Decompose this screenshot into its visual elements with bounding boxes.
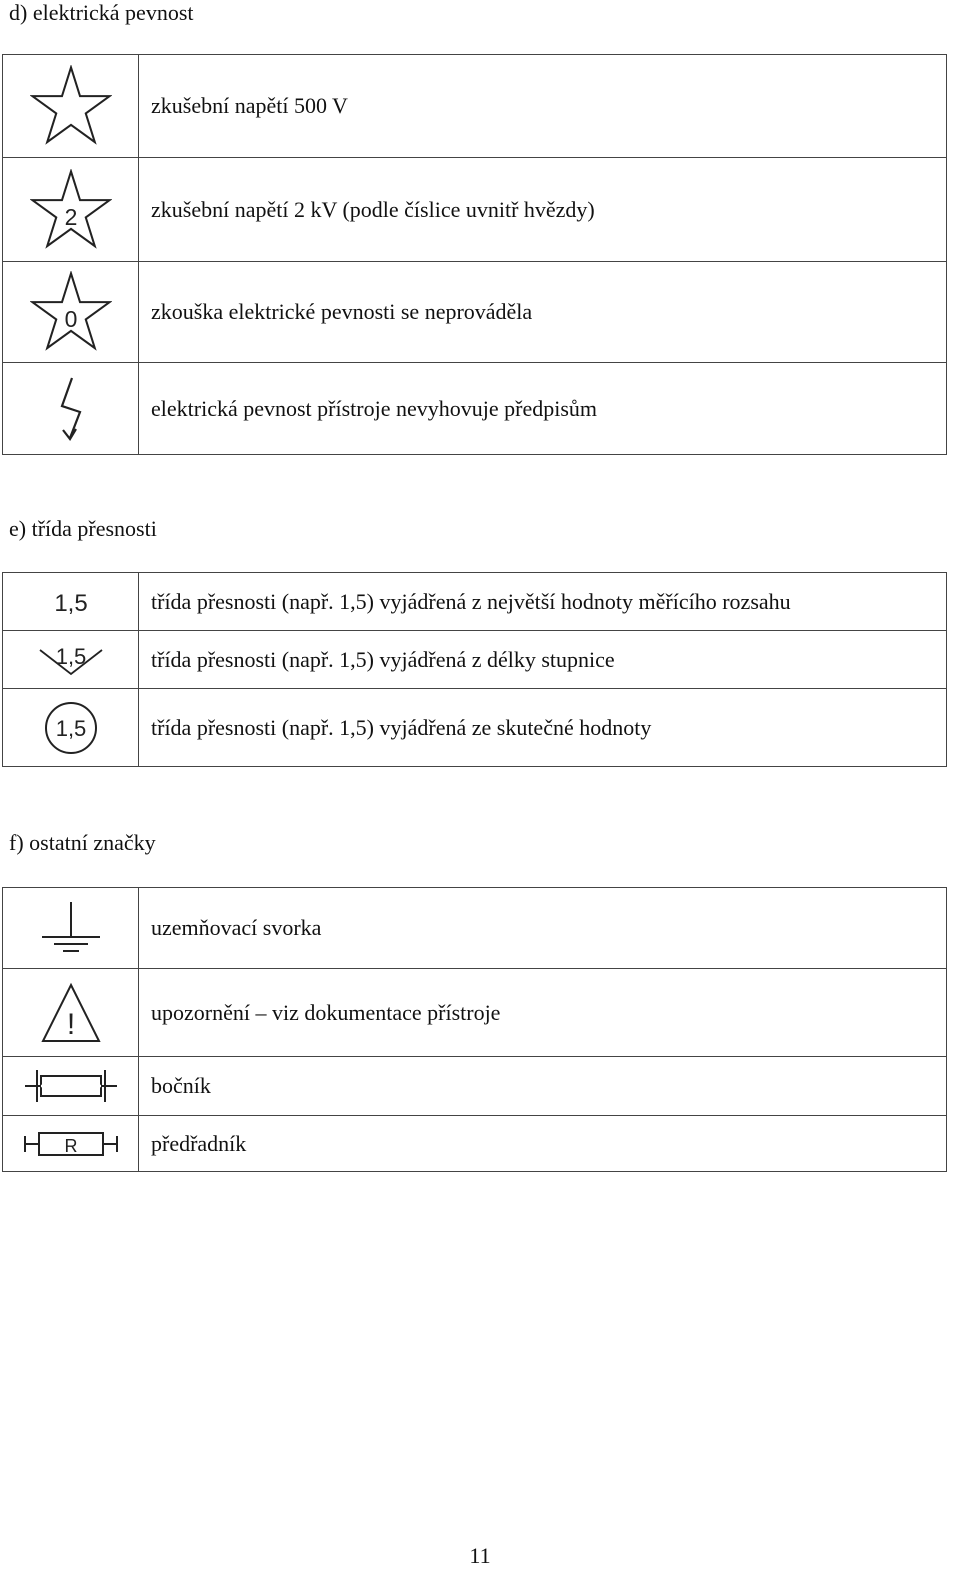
section-d-heading: d) elektrická pevnost xyxy=(9,0,194,25)
row-description: zkušební napětí 2 kV (podle číslice uvnitř hvězdy) xyxy=(139,158,947,262)
accuracy-class-value: 1,5 xyxy=(53,589,88,617)
table-row xyxy=(3,631,947,689)
accuracy-class-value: 1,5 xyxy=(55,715,86,741)
section-e-heading: e) třída přesnosti xyxy=(9,516,157,541)
table-row xyxy=(3,55,947,158)
shunt-icon xyxy=(23,1068,119,1104)
symbol-cell xyxy=(3,262,139,363)
symbol-cell xyxy=(3,158,139,262)
accuracy-class-table xyxy=(2,572,947,767)
table-row xyxy=(3,1057,947,1116)
series-resistor-icon xyxy=(23,1128,119,1160)
page-number: 11 xyxy=(469,1543,491,1568)
row-description: třída přesnosti (např. 1,5) vyjádřená z největší hodnoty měřícího rozsahu xyxy=(139,573,947,631)
row-description: elektrická pevnost přístroje nevyhovuje předpisům xyxy=(139,363,947,455)
accuracy-class-v-icon xyxy=(36,640,106,680)
symbol-cell xyxy=(3,888,139,969)
table-row xyxy=(3,158,947,262)
symbol-cell xyxy=(3,55,139,158)
warning-mark: ! xyxy=(66,1007,75,1041)
star-0-icon xyxy=(30,271,112,353)
row-description: zkušební napětí 500 V xyxy=(139,55,947,158)
accuracy-class-plain-icon xyxy=(41,585,101,619)
table-row xyxy=(3,888,947,969)
accuracy-class-circle-icon xyxy=(42,699,100,757)
symbol-cell xyxy=(3,363,139,455)
row-description: zkouška elektrické pevnosti se neprováděla xyxy=(139,262,947,363)
row-description: předřadník xyxy=(139,1116,947,1172)
star-digit: 0 xyxy=(64,305,77,332)
row-description: upozornění – viz dokumentace přístroje xyxy=(139,969,947,1057)
dielectric-strength-table xyxy=(2,54,947,455)
star-icon xyxy=(30,65,112,147)
row-description: bočník xyxy=(139,1057,947,1116)
table-row xyxy=(3,573,947,631)
other-symbols-table xyxy=(2,887,947,1172)
row-description: třída přesnosti (např. 1,5) vyjádřená z délky stupnice xyxy=(139,631,947,689)
table-row xyxy=(3,969,947,1057)
star-digit: 2 xyxy=(64,203,77,230)
star-2-icon xyxy=(30,169,112,251)
symbol-cell xyxy=(3,631,139,689)
table-row xyxy=(3,689,947,767)
symbol-cell xyxy=(3,1057,139,1116)
symbol-cell xyxy=(3,1116,139,1172)
ground-terminal-icon xyxy=(39,900,103,956)
symbol-cell xyxy=(3,573,139,631)
resistor-letter: R xyxy=(64,1135,77,1156)
lightning-arrow-icon xyxy=(56,376,86,442)
warning-triangle-icon xyxy=(40,982,102,1044)
row-description: uzemňovací svorka xyxy=(139,888,947,969)
section-f-heading: f) ostatní značky xyxy=(9,830,156,855)
symbol-cell xyxy=(3,689,139,767)
table-row xyxy=(3,363,947,455)
row-description: třída přesnosti (např. 1,5) vyjádřená ze skutečné hodnoty xyxy=(139,689,947,767)
table-row xyxy=(3,262,947,363)
symbol-cell xyxy=(3,969,139,1057)
accuracy-class-value: 1,5 xyxy=(55,643,86,669)
table-row xyxy=(3,1116,947,1172)
